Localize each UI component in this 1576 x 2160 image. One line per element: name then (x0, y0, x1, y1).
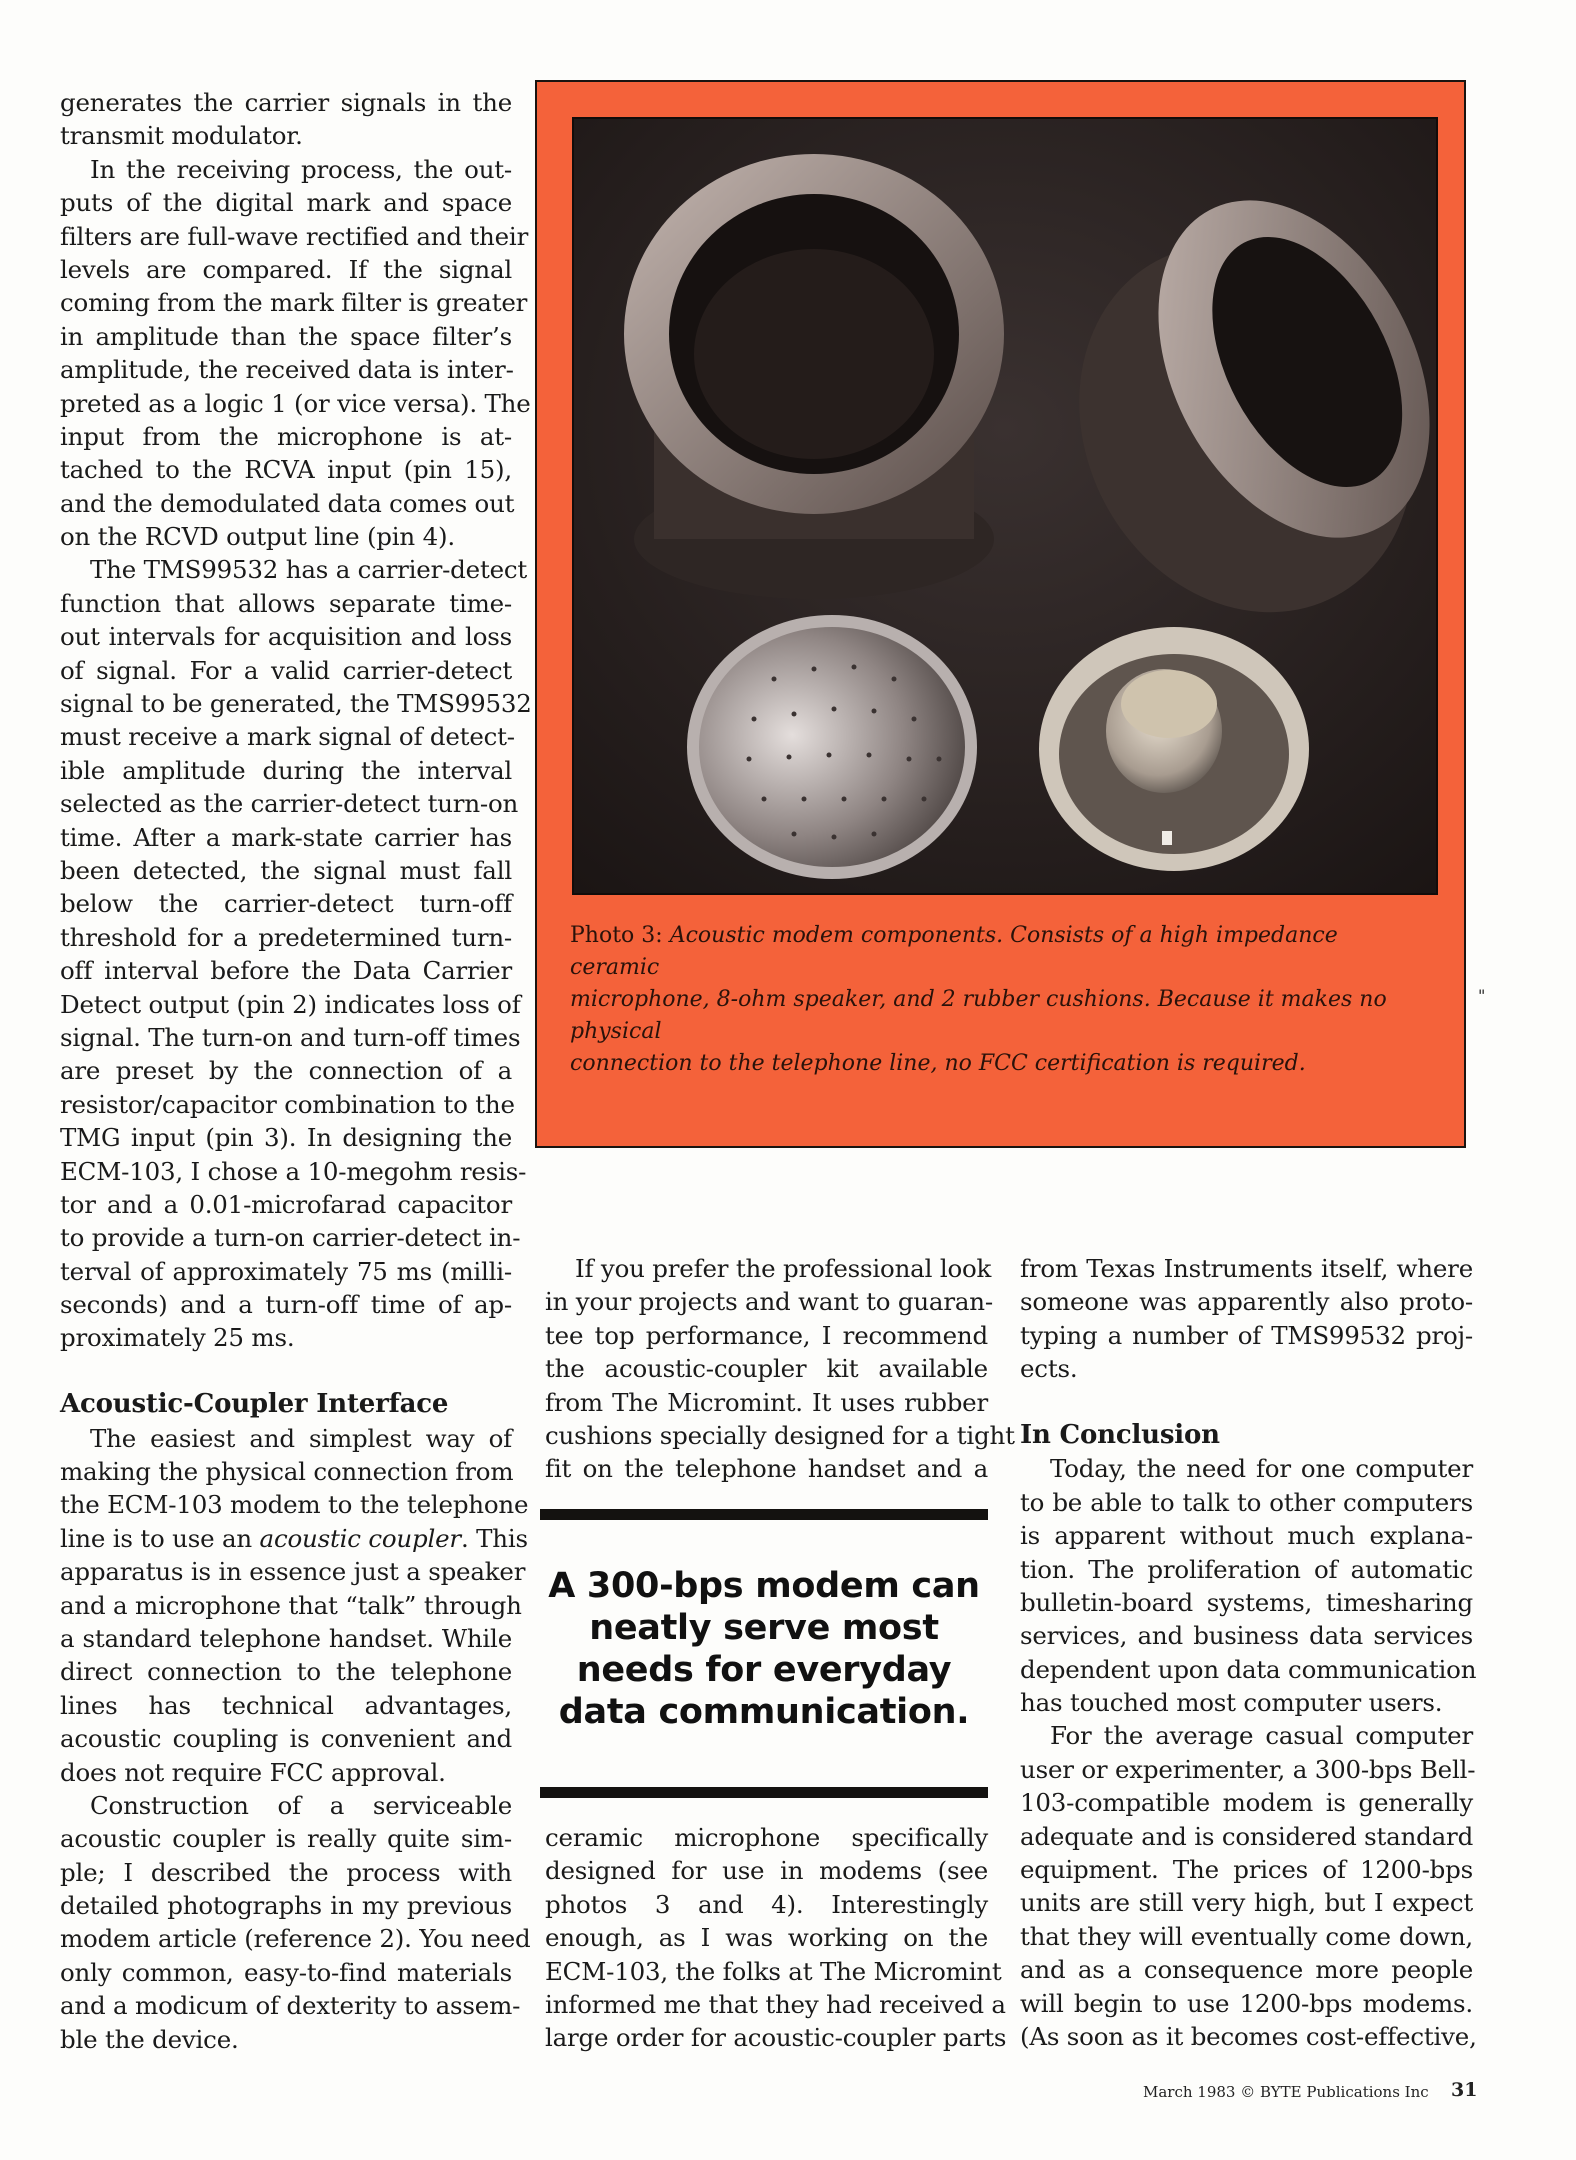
body-line: input from the microphone is at- (60, 421, 512, 451)
body-line: ECM-103, the folks at The Micromint (545, 1956, 1002, 1986)
body-line: line is to use an acoustic coupler. This (60, 1523, 528, 1553)
body-line: acoustic coupling is convenient and (60, 1724, 512, 1754)
body-line: on the RCVD output line (pin 4). (60, 522, 455, 552)
body-line: puts of the digital mark and space (60, 188, 512, 218)
body-line: lines has technical advantages, (60, 1690, 512, 1720)
body-line: are preset by the connection of a (60, 1056, 512, 1086)
body-line: cushions specially designed for a tight (545, 1420, 1015, 1450)
page-footer: March 1983 © BYTE Publications Inc (1143, 2083, 1429, 2101)
pull-quote-rule-bottom (540, 1787, 988, 1798)
middle-column-bottom (545, 1821, 1007, 2055)
body-line: filters are full-wave rectified and their (60, 221, 529, 251)
ceramic-microphone (687, 615, 977, 879)
body-line: In the receiving process, the out- (90, 154, 512, 184)
body-line: seconds) and a turn-off time of ap- (60, 1290, 512, 1320)
body-line: of signal. For a valid carrier-detect (60, 655, 512, 685)
body-line: For the average casual computer (1050, 1721, 1473, 1751)
body-line: 103-compatible modem is generally (1020, 1788, 1473, 1818)
body-line: below the carrier-detect turn-off (60, 889, 512, 919)
body-line: amplitude, the received data is inter- (60, 355, 514, 385)
pull-quote: A 300-bps modem can neatly serve most needs for everyday data communication. (548, 1566, 980, 1732)
rubber-cushion-left (624, 154, 1004, 599)
body-line: The TMS99532 has a carrier-detect (90, 555, 528, 585)
body-line: preted as a logic 1 (or vice versa). The (60, 388, 531, 418)
body-line: bulletin-board systems, timesharing (1020, 1587, 1473, 1617)
body-line: will begin to use 1200-bps modems. (1020, 1988, 1473, 2018)
middle-column-top (545, 1252, 1015, 1486)
body-line: fit on the telephone handset and a (545, 1454, 988, 1484)
body-line: tached to the RCVA input (pin 15), (60, 455, 512, 485)
body-line: modem article (reference 2). You need (60, 1924, 531, 1954)
body-line: TMG input (pin 3). In designing the (60, 1123, 512, 1153)
body-line: transmit modulator. (60, 121, 303, 151)
body-line: ECM-103, I chose a 10-megohm resis- (60, 1156, 527, 1186)
body-line: function that allows separate time- (60, 588, 512, 618)
body-line: and a modicum of dexterity to assem- (60, 1991, 521, 2021)
body-line: designed for use in modems (see (545, 1856, 988, 1886)
body-line: the acoustic-coupler kit available (545, 1354, 988, 1384)
photo-acoustic-modem-components (572, 117, 1438, 895)
left-column (60, 86, 532, 2056)
body-line: from The Micromint. It uses rubber (545, 1387, 988, 1417)
body-line: in your projects and want to guaran- (545, 1287, 993, 1317)
body-line: direct connection to the telephone (60, 1657, 512, 1687)
body-line: is apparent without much explana- (1020, 1521, 1473, 1551)
body-line: a standard telephone handset. While (60, 1623, 512, 1653)
body-line: and the demodulated data comes out (60, 488, 515, 518)
body-line: time. After a mark-state carrier has (60, 822, 512, 852)
body-line: been detected, the signal must fall (60, 855, 512, 885)
body-line: and a microphone that “talk” through (60, 1590, 522, 1620)
body-line: ceramic microphone specifically (545, 1823, 988, 1852)
body-line: making the physical connection from (60, 1457, 514, 1487)
body-line: the ECM-103 modem to the telephone (60, 1490, 529, 1520)
body-line: ects. (1020, 1354, 1078, 1384)
body-line: has touched most computer users. (1020, 1688, 1443, 1718)
body-line: from Texas Instruments itself, where (1020, 1254, 1473, 1283)
body-line: photos 3 and 4). Interestingly (545, 1889, 988, 1919)
body-line: The easiest and simplest way of (90, 1423, 512, 1453)
body-line: tor and a 0.01-microfarad capacitor (60, 1189, 512, 1219)
body-line: units are still very high, but I expect (1020, 1888, 1473, 1918)
body-line: user or experimenter, a 300-bps Bell- (1020, 1754, 1476, 1784)
body-line: must receive a mark signal of detect- (60, 722, 515, 752)
speaker (1039, 627, 1309, 871)
body-line: in amplitude than the space filter’s (60, 321, 512, 351)
right-column (1020, 1252, 1477, 2053)
body-line: out intervals for acquisition and loss (60, 622, 512, 652)
page-number: 31 (1451, 2079, 1478, 2101)
body-line: selected as the carrier-detect turn-on (60, 789, 519, 819)
body-line: Today, the need for one computer (1050, 1454, 1473, 1484)
body-line: off interval before the Data Carrier (60, 956, 512, 986)
body-line: coming from the mark filter is greater (60, 288, 528, 318)
body-line: signal. The turn-on and turn-off times (60, 1022, 521, 1052)
body-line: services, and business data services (1020, 1621, 1473, 1651)
body-line: tion. The proliferation of automatic (1020, 1554, 1473, 1584)
body-line: dependent upon data communication (1020, 1654, 1477, 1684)
photo-figure (535, 80, 1466, 1148)
body-line: detailed photographs in my previous (60, 1891, 512, 1921)
body-line: proximately 25 ms. (60, 1323, 295, 1353)
body-line: equipment. The prices of 1200-bps (1020, 1855, 1473, 1885)
body-line: that they will eventually come down, (1020, 1921, 1473, 1951)
body-line: someone was apparently also proto- (1020, 1287, 1473, 1317)
body-line: ple; I described the process with (60, 1857, 512, 1887)
body-line: large order for acoustic-coupler parts (545, 2023, 1007, 2053)
body-line: typing a number of TMS99532 proj- (1020, 1320, 1473, 1350)
body-line: to be able to talk to other computers (1020, 1487, 1473, 1517)
body-line: and as a consequence more people (1020, 1955, 1473, 1985)
body-line: adequate and is considered standard (1020, 1821, 1474, 1851)
caption-label: Photo 3: (570, 923, 663, 948)
body-line: only common, easy-to-find materials (60, 1957, 512, 1987)
body-line: ble the device. (60, 2024, 239, 2054)
photo-image (574, 119, 1436, 893)
body-line: to provide a turn-on carrier-detect in- (60, 1223, 521, 1253)
body-line: ible amplitude during the interval (60, 755, 512, 785)
photo-caption: Photo 3: Acoustic modem components. Consists of a high impedance ceramic microphone, 8-ohm speaker, and 2 rubber cushions. Because it makes no physical connection to the telephone line, no FCC certification is required. (570, 923, 1387, 1076)
body-line: resistor/capacitor combination to the (60, 1089, 515, 1119)
section-heading: In Conclusion (1020, 1419, 1220, 1450)
body-line: informed me that they had received a (545, 1989, 1006, 2019)
body-line: enough, as I was working on the (545, 1923, 988, 1953)
stray-mark: " (1478, 986, 1486, 1005)
body-line: tee top performance, I recommend (545, 1320, 988, 1350)
body-line: Construction of a serviceable (90, 1790, 512, 1820)
italic-term: acoustic coupler (259, 1523, 461, 1553)
body-line: (As soon as it becomes cost-effective, (1020, 2021, 1477, 2051)
body-line: If you prefer the professional look (575, 1254, 992, 1283)
body-line: does not require FCC approval. (60, 1757, 446, 1787)
body-line: terval of approximately 75 ms (milli- (60, 1256, 512, 1286)
body-line: generates the carrier signals in the (60, 88, 512, 117)
body-line: levels are compared. If the signal (60, 254, 512, 284)
body-line: signal to be generated, the TMS99532 (60, 689, 532, 719)
pull-quote-rule-top (540, 1509, 988, 1520)
section-heading: Acoustic-Coupler Interface (60, 1389, 449, 1420)
body-line: apparatus is in essence just a speaker (60, 1557, 526, 1587)
body-line: threshold for a predetermined turn- (60, 922, 512, 952)
body-line: Detect output (pin 2) indicates loss of (60, 989, 521, 1019)
body-line: acoustic coupler is really quite sim- (60, 1824, 512, 1854)
